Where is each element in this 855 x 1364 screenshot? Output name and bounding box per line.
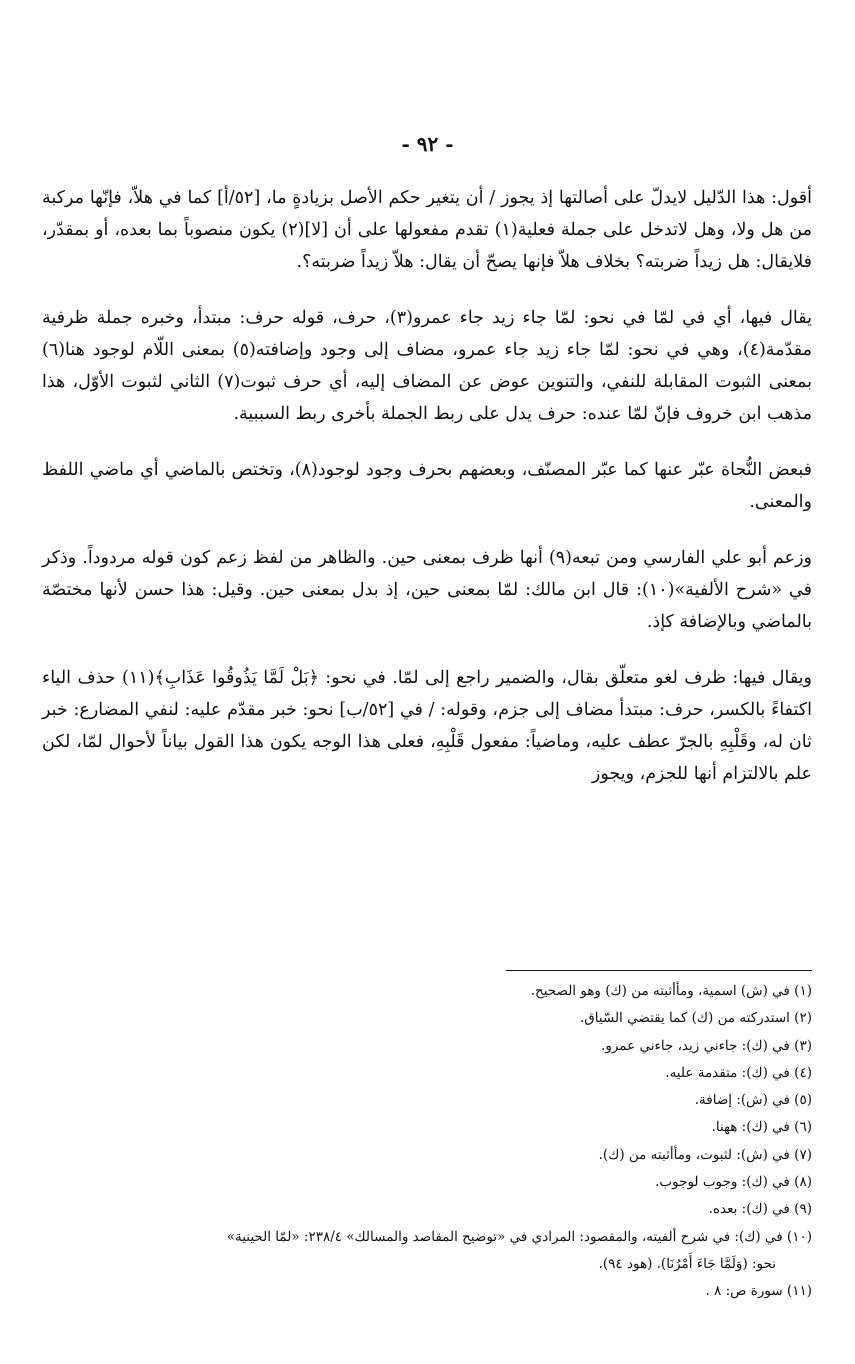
page-number: - ٩٢ - — [401, 132, 454, 156]
paragraph-text: وزعم أبو علي الفارسي ومن تبعه(٩) أنها ظرف بمعنى حين. والظاهر من لفظ زعم كون قوله مردوداً. وذكر في «شرح الألفية»(١٠): قال ابن مالك: لمّا بمعنى حين، إذ بدل بمعنى حين. وقيل: هذا حسن لأنها مختصّة بالماضي وبالإضافة كإذ. — [42, 548, 812, 632]
footnotes — [120, 978, 812, 1306]
footnote: (١٠) في (ك): في شرح ألفيته، والمقصود: المرادي في «توضيح المقاصد والمسالك» ٢٣٨/٤: «لمّا الحينية» — [226, 1228, 812, 1245]
footnote: (١١) سورة ص: ٨ . — [705, 1283, 812, 1300]
paragraph-text: أقول: هذا الدّليل لايدلّ على أصالتها إذ يجوز / أن يتغير حكم الأصل بزيادةٍ ما، [٥٢/أ] كما في هلاّ، فإنّها مركبة من هل ولا، وهل لاتدخل على جملة فعلية(١) تقدم مفعولها على أن [لا](٢) يكون منصوباً بما بعده، أو بمقدّر، فلايقال: هل زيداً ضربته؟ بخلاف هلاّ فإنها يصحّ أن يقال: هلاّ زيداً ضربته؟. — [42, 188, 812, 272]
footnote: (٩) في (ك): بعده. — [708, 1201, 812, 1218]
paragraph-text: يقال فيها، أي في لمّا في نحو: لمّا جاء زيد جاء عمرو(٣)، حرف، قوله حرف: مبتدأ، وخبره جملة ظرفية مقدّمة(٤)، وهي في نحو: لمّا جاء زيد جاء عمرو، مضاف إلى وجود وإضافته(٥) بمعنى اللّام لوجود هنا(٦) بمعنى الثبوت المقابلة للنفي، والتنوين عوض عن المضاف إليه، أي حرف ثبوت(٧) الثاني لثبوت الأوّل، هذا مذهب ابن خروف فإنّ لمّا عنده: حرف يدل على ربط الجملة بأخرى ربط السببية. — [42, 308, 812, 424]
footnote: (٦) في (ك): ههنا. — [711, 1119, 812, 1136]
footnote: (٨) في (ك): وجوب لوجوب. — [655, 1174, 812, 1191]
footnote: (٢) استدركته من (ك) كما يقتضي السّياق. — [579, 1010, 812, 1027]
footnote: (٧) في (ش): لثبوت، ومأأثبته من (ك). — [598, 1146, 812, 1163]
paragraph-baad-alnuhat — [42, 454, 812, 518]
paragraph-aqul — [42, 182, 812, 278]
paragraph-zaama-abu-ali — [42, 542, 812, 638]
footnote: (١) في (ش) اسمية، ومأأثبته من (ك) وهو الصحيح. — [530, 983, 812, 999]
paragraph-yuqal-fiha — [42, 302, 812, 430]
paragraph-wa-yuqal-fiha — [42, 662, 812, 790]
footnote-continuation: نحو: (وَلَمَّا جَاءَ أَمْرُنَا). (هود ٩٤). — [598, 1255, 776, 1272]
footnote-divider — [506, 970, 812, 971]
footnote: (٤) في (ك): متقدمة عليه. — [665, 1064, 812, 1081]
footnote: (٥) في (ش): إضافة. — [694, 1092, 812, 1109]
footnote: (٣) في (ك): جاءني زيد، جاءني عمرو. — [601, 1037, 812, 1054]
main-text — [42, 182, 812, 814]
paragraph-text: فبعض النُّحاة عبّر عنها كما عبّر المصنّف، وبعضهم بحرف وجود لوجود(٨)، وتختص بالماضي أي ماضي اللفظ والمعنى. — [42, 460, 812, 512]
paragraph-text: ويقال فيها: ظرف لغو متعلّق بقال، والضمير راجع إلى لمّا. في نحو: ﴿بَلْ لَمَّا يَذُوقُوا عَذَابِ﴾(١١) حذف الياء اكتفاءً بالكسر، حرف: مبتدأ مضاف إلى جزم، وقوله: / في [٥٢/ب] نحو: خبر مقدّم عليه: لنفي المضارع: خبر ثان له، وقَلْبِهِ بالجرّ عطف عليه، وماضياً: مفعول قَلْبِهِ، فعلى هذا الوجه يكون هذا القول بياناً لأحوال لمّا، لكن علم بالالتزام أنها للجزم، ويجوز — [42, 668, 813, 784]
